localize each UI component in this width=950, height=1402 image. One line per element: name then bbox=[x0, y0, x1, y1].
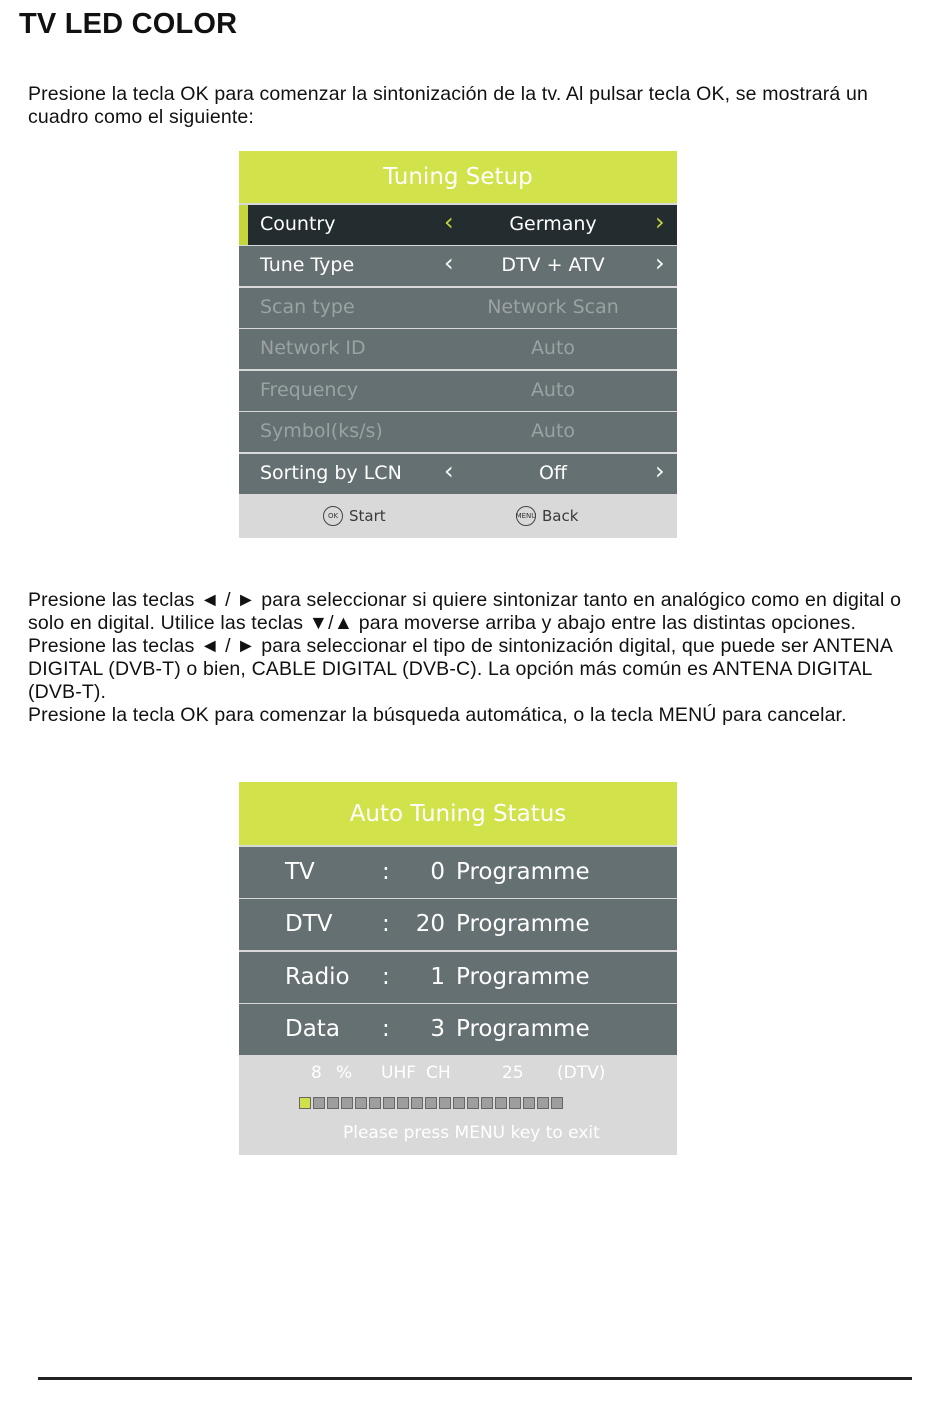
channel-label: CH bbox=[426, 1063, 451, 1083]
progress-segment bbox=[327, 1097, 339, 1109]
setup-row-label: Country bbox=[260, 212, 336, 235]
status-row-colon: : bbox=[382, 858, 390, 885]
auto-tuning-title: Auto Tuning Status bbox=[239, 782, 677, 845]
back-button[interactable] bbox=[516, 506, 578, 526]
setup-row-label: Sorting by LCN bbox=[260, 461, 402, 484]
status-row-count: 3 bbox=[430, 1016, 445, 1042]
status-row-name: Radio bbox=[285, 963, 350, 990]
status-row-dtv bbox=[239, 899, 677, 950]
status-row-unit: Programme bbox=[456, 1016, 590, 1042]
chevron-left-icon[interactable]: ‹ bbox=[444, 207, 454, 236]
back-label: Back bbox=[542, 506, 579, 525]
progress-segment bbox=[299, 1097, 311, 1109]
setup-row-frequency bbox=[239, 371, 677, 411]
status-row-unit: Programme bbox=[456, 963, 590, 990]
status-row-count: 0 bbox=[430, 858, 445, 885]
instruction-line: Presione la tecla OK para comenzar la búsqueda automática, o la tecla MENÚ para cancelar. bbox=[28, 704, 847, 726]
status-row-name: TV bbox=[285, 858, 315, 885]
start-button[interactable] bbox=[323, 506, 386, 526]
setup-row-value: Auto bbox=[530, 378, 576, 401]
progress-percent: 8 bbox=[311, 1063, 322, 1083]
progress-segment bbox=[481, 1097, 493, 1109]
progress-segment bbox=[439, 1097, 451, 1109]
status-row-colon: : bbox=[382, 911, 390, 937]
status-row-name: DTV bbox=[285, 911, 333, 937]
progress-segment bbox=[383, 1097, 395, 1109]
tuning-mode: (DTV) bbox=[557, 1063, 606, 1083]
setup-row-value: Auto bbox=[530, 420, 576, 442]
setup-row-symbol-rate bbox=[239, 412, 677, 452]
tuning-setup-panel bbox=[239, 151, 677, 538]
setup-row-value: DTV + ATV bbox=[501, 254, 605, 276]
setup-row-label: Symbol(ks/s) bbox=[260, 420, 383, 442]
auto-tuning-panel bbox=[239, 782, 677, 1155]
status-row-count: 20 bbox=[415, 911, 445, 937]
status-row-unit: Programme bbox=[456, 911, 590, 937]
chevron-left-icon[interactable]: ‹ bbox=[444, 249, 454, 277]
instructions-block bbox=[28, 589, 908, 727]
progress-segment bbox=[453, 1097, 465, 1109]
chevron-right-icon[interactable]: › bbox=[655, 207, 665, 236]
progress-segment bbox=[369, 1097, 381, 1109]
tuning-setup-title: Tuning Setup bbox=[239, 151, 677, 203]
progress-segment bbox=[537, 1097, 549, 1109]
band-label: UHF bbox=[381, 1063, 417, 1083]
instruction-line: Presione las teclas ◄ / ► para seleccionar si quiere sintonizar tanto en analógico como en digital o solo en digital. Utilice las teclas ▼/▲ para moverse arriba y abajo entre las distintas opciones. bbox=[28, 589, 902, 634]
setup-row-value: Germany bbox=[509, 212, 597, 235]
setup-row-label: Scan type bbox=[260, 295, 355, 318]
status-row-colon: : bbox=[382, 1016, 390, 1042]
setup-row-value: Network Scan bbox=[487, 295, 619, 318]
channel-number: 25 bbox=[502, 1063, 524, 1083]
setup-row-scan-type bbox=[239, 288, 677, 328]
setup-row-tune-type[interactable] bbox=[239, 246, 677, 286]
chevron-left-icon[interactable]: ‹ bbox=[444, 456, 454, 485]
progress-segment bbox=[397, 1097, 409, 1109]
menu-key-icon: MENU bbox=[516, 506, 536, 526]
start-label: Start bbox=[349, 506, 386, 525]
setup-row-value: Off bbox=[538, 461, 568, 484]
setup-row-label: Network ID bbox=[260, 337, 366, 359]
chevron-right-icon[interactable]: › bbox=[655, 456, 665, 485]
progress-segment bbox=[467, 1097, 479, 1109]
tuning-setup-footer bbox=[239, 494, 677, 539]
progress-segment bbox=[551, 1097, 563, 1109]
progress-bar bbox=[299, 1097, 563, 1109]
progress-segment bbox=[425, 1097, 437, 1109]
progress-segment bbox=[509, 1097, 521, 1109]
chevron-right-icon[interactable]: › bbox=[655, 249, 665, 277]
progress-segment bbox=[411, 1097, 423, 1109]
status-row-data bbox=[239, 1004, 677, 1055]
setup-row-label: Tune Type bbox=[260, 254, 355, 276]
instruction-line: Presione las teclas ◄ / ► para seleccionar el tipo de sintonización digital, que puede ser ANTENA DIGITAL (DVB-T) o bien, CABLE DIGITAL (DVB-C). La opción más común es ANTENA DIGITAL (DVB-T). bbox=[28, 635, 892, 703]
exit-hint: Please press MENU key to exit bbox=[343, 1123, 600, 1143]
status-row-radio bbox=[239, 952, 677, 1003]
setup-row-sorting-lcn[interactable] bbox=[239, 454, 677, 494]
page-bottom-rule bbox=[38, 1377, 912, 1380]
status-row-unit: Programme bbox=[456, 858, 590, 885]
status-row-colon: : bbox=[382, 963, 390, 990]
ok-key-icon: OK bbox=[323, 506, 343, 526]
progress-segment bbox=[341, 1097, 353, 1109]
status-row-name: Data bbox=[285, 1016, 340, 1042]
setup-row-value: Auto bbox=[530, 337, 576, 359]
document-title: TV LED COLOR bbox=[19, 8, 238, 40]
progress-segment bbox=[523, 1097, 535, 1109]
setup-row-label: Frequency bbox=[260, 378, 359, 401]
progress-segment bbox=[355, 1097, 367, 1109]
status-row-tv bbox=[239, 847, 677, 898]
progress-segment bbox=[313, 1097, 325, 1109]
progress-percent-sign: % bbox=[336, 1063, 353, 1083]
progress-segment bbox=[495, 1097, 507, 1109]
setup-row-country[interactable] bbox=[239, 205, 677, 245]
intro-paragraph: Presione la tecla OK para comenzar la sintonización de la tv. Al pulsar tecla OK, se mostrará un cuadro como el siguiente: bbox=[28, 83, 868, 128]
setup-row-network-id bbox=[239, 329, 677, 369]
status-row-count: 1 bbox=[430, 963, 445, 990]
